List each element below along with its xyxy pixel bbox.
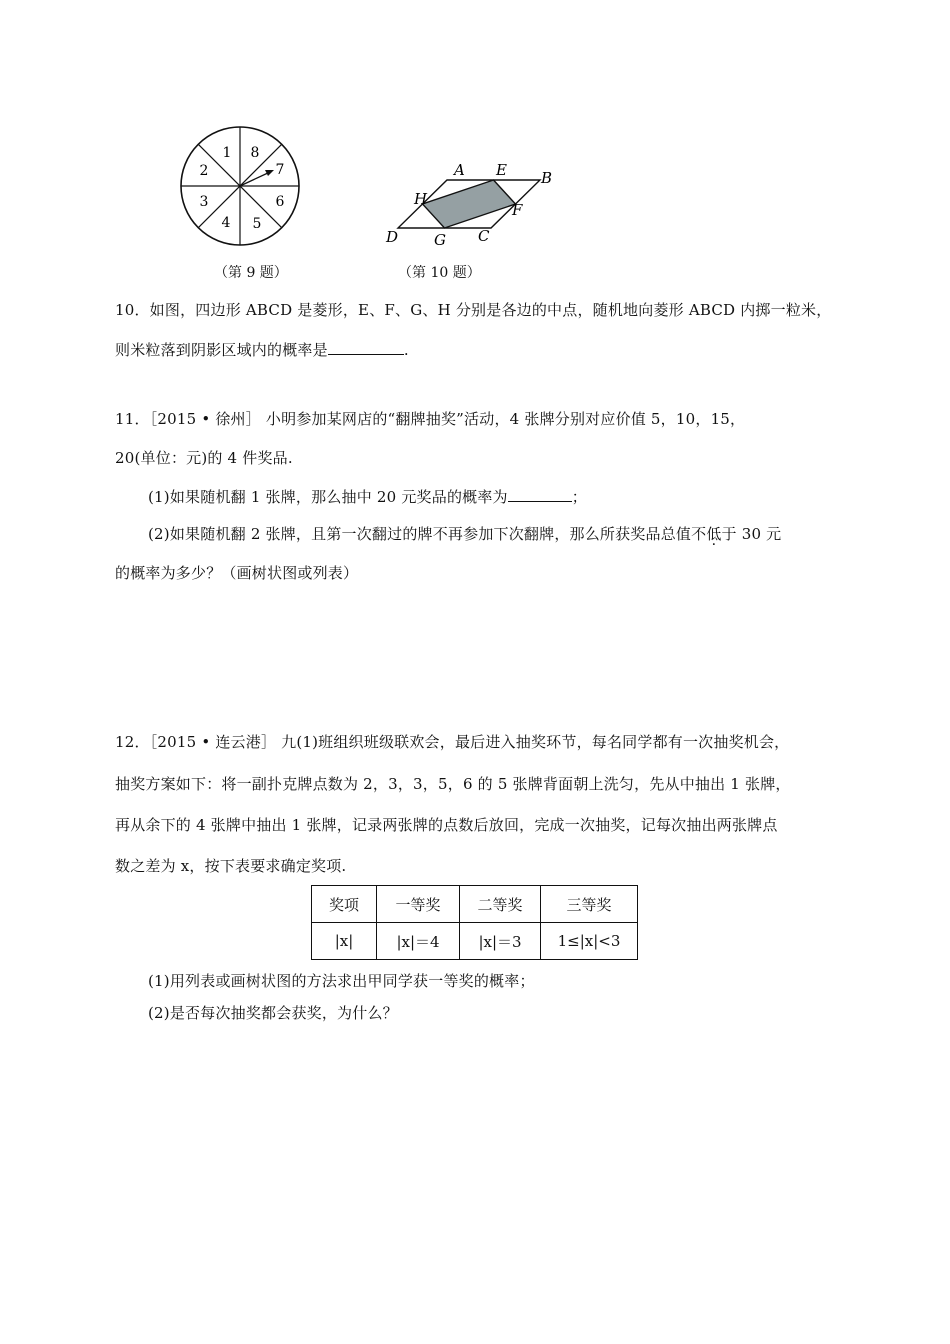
shaded-region	[423, 180, 516, 228]
table-cell: 1≤|x|<3	[541, 923, 638, 960]
vertex-label-b: B	[541, 169, 553, 187]
table-row	[312, 923, 638, 960]
prize-table	[311, 885, 638, 960]
sector-label: 5	[252, 216, 262, 232]
answer-blank	[508, 487, 572, 502]
q10-line1: 10．如图，四边形 ABCD 是菱形，E、F、G、H 分别是各边的中点，随机地向菱形 ABCD 内掷一粒米，	[115, 301, 832, 319]
table-cell: |x|＝3	[460, 923, 541, 960]
q12-line4: 数之差为 x，按下表要求确定奖项.	[115, 857, 347, 875]
sector-label: 8	[250, 145, 260, 161]
q11-part1	[148, 486, 587, 507]
table-cell: |x|＝4	[377, 923, 460, 960]
q11-line1: 11．［2015 • 徐州］ 小明参加某网店的“翻牌抽奖”活动，4 张牌分别对应价值 5，10，15，	[115, 410, 746, 428]
q12-part2: (2)是否每次抽奖都会获奖，为什么？	[148, 1004, 398, 1022]
rhombus-figure	[380, 155, 565, 251]
table-cell: 三等奖	[541, 886, 638, 923]
answer-blank	[328, 340, 404, 355]
figure10-caption: （第 10 题）	[398, 265, 481, 281]
sector-label: 7	[275, 162, 285, 178]
q10-line2	[115, 339, 409, 360]
q10-line2-suffix: .	[403, 341, 409, 359]
table-cell: 奖项	[312, 886, 377, 923]
vertex-label-a: A	[454, 161, 465, 179]
vertex-label-f: F	[512, 201, 523, 219]
q12-line2: 抽奖方案如下：将一副扑克牌点数为 2，3，3，5，6 的 5 张牌背面朝上洗匀，先从中抽出 1 张牌，	[115, 775, 791, 793]
q11-part1-prefix: (1)如果随机翻 1 张牌，那么抽中 20 元奖品的概率为	[148, 488, 508, 506]
table-cell: 一等奖	[377, 886, 460, 923]
q11-line2: 20(单位：元)的 4 件奖品.	[115, 449, 293, 467]
emphasis-text: 不低于	[691, 525, 737, 543]
q11-part2-b: 30 元	[736, 525, 782, 543]
sector-label: 2	[199, 163, 209, 179]
q11-part2-line2: 的概率为多少？（画树状图或列表）	[115, 564, 359, 582]
figure9-caption: （第 9 题）	[214, 265, 288, 281]
vertex-label-d: D	[386, 228, 399, 246]
q12-line3: 再从余下的 4 张牌中抽出 1 张牌，记录两张牌的点数后放回，完成一次抽奖，记每次抽出两张牌点	[115, 816, 778, 834]
q11-part2	[148, 523, 781, 544]
q12-line1: 12．［2015 • 连云港］ 九(1)班组织班级联欢会，最后进入抽奖环节，每名同学都有一次抽奖机会，	[115, 733, 790, 751]
table-row	[312, 886, 638, 923]
vertex-label-e: E	[496, 161, 507, 179]
table-cell: 二等奖	[460, 886, 541, 923]
vertex-label-c: C	[478, 227, 490, 245]
sector-label: 6	[275, 194, 285, 210]
q11-part1-suffix: ；	[571, 488, 587, 506]
q10-line2-prefix: 则米粒落到阴影区域内的概率是	[115, 341, 328, 359]
vertex-label-g: G	[434, 231, 446, 249]
spinner-figure	[178, 124, 302, 248]
sector-label: 4	[221, 215, 231, 231]
vertex-label-h: H	[414, 190, 428, 208]
sector-label: 3	[199, 194, 209, 210]
q12-part1: (1)用列表或画树状图的方法求出甲同学获一等奖的概率；	[148, 972, 535, 990]
q11-part2-a: (2)如果随机翻 2 张牌，且第一次翻过的牌不再参加下次翻牌，那么所获奖品总值	[148, 525, 692, 543]
table-cell: |x|	[312, 923, 377, 960]
sector-label: 1	[222, 145, 232, 161]
